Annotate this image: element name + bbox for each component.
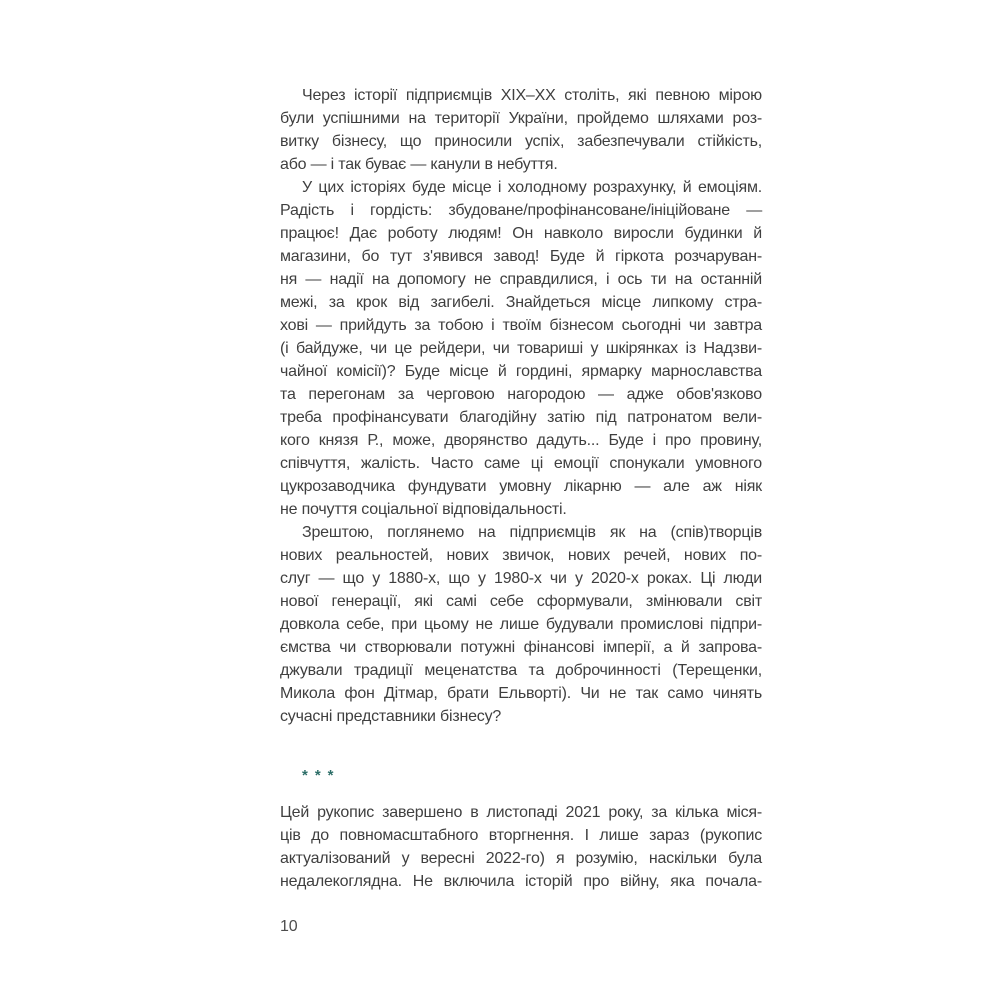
- text-column: [280, 84, 762, 938]
- paragraph-4: Цей рукопис завершено в листопаді 2021 року, за кілька міся- ців до повномасштабного вторгнення. І лише зараз (рукопис актуалізований у вересні 2022-го) я розумію, наскільки була недалекоглядна. Не включила історій про війну, яка почала-: [280, 804, 762, 890]
- paragraph-1: Через історії підприємців XIX–XX століть, які певною мірою були успішними на території України, пройдемо шляхами роз- витку бізнесу, що приносили успіх, забезпечували стійкість, або — і так буває — канули в небуття.: [280, 87, 762, 173]
- page-number: 10: [280, 918, 298, 935]
- section-separator-asterisks: ***: [302, 767, 341, 784]
- paragraph-3: Зрештою, поглянемо на підприємців як на (спів)творців нових реальностей, нових звичок, нових речей, нових по- слуг — що у 1880-х, що у 1980-х чи у 2020-х роках. Ці люди нової генерації, які самі себе сформували, змінювали світ довкола себе, при цьому не лише будували промислові підпри- ємства чи створювали потужні фінансові імперії, а й запрова- джували традиції меценатства та доброчинності (Терещенки, Микола фон Дітмар, брати Ельворті). Чи не так само чинять сучасні представники бізнесу?: [280, 524, 762, 725]
- paragraph-2: У цих історіях буде місце і холодному розрахунку, й емоціям. Радість і гордість: збудоване/профінансоване/ініційоване — працює! Дає роботу людям! Он навколо виросли будинки й магазини, бо тут з'явився завод! Буде й гіркота розчаруван- ня — надії на допомогу не справдилися, і ось ти на останній межі, за крок від загибелі. Знайдеться місце липкому стра- хові — прийдуть за тобою і твоїм бізнесом сьогодні чи завтра (і байдуже, чи це рейдери, чи товариші у шкірянках із Надзви- чайної комісії)? Буде місце й гордині, ярмарку марнославства та перегонам за черговою нагородою — адже обов'язково треба профінансувати благодійну затію під патронатом вели- кого князя Р., може, дворянство дадуть... Буде і про провину, співчуття, жалість. Часто саме ці емоції спонукали умовного цукрозаводчика фундувати умовну лікарню — але аж ніяк не почуття соціальної відповідальності.: [280, 179, 762, 518]
